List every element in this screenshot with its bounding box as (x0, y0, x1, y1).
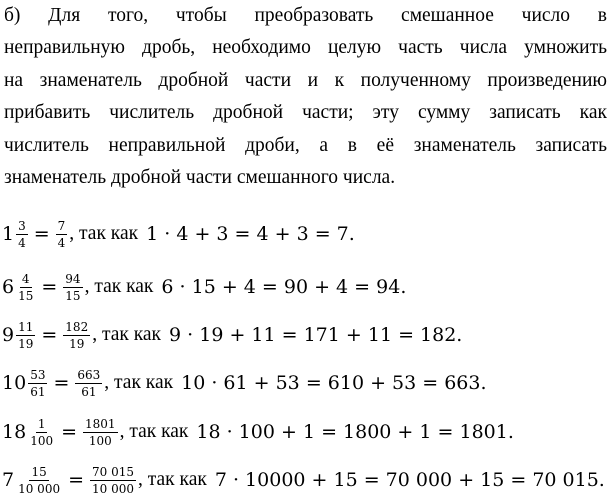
denominator: 100 (88, 433, 112, 448)
example-equation (2, 212, 355, 256)
calculation: 9 · 19 + 11 = 171 + 11 = 182. (169, 324, 463, 346)
numerator: 53 (30, 367, 46, 382)
paragraph-line: неправильную дробь, необходимо целую часть числа умножить (4, 37, 607, 59)
example-equation (2, 265, 406, 309)
improper-fraction (56, 219, 68, 250)
numerator: 15 (31, 464, 47, 479)
mixed-fraction (28, 368, 47, 399)
example-equation (2, 410, 514, 454)
denominator: 100 (30, 433, 54, 448)
numerator: 11 (18, 319, 34, 334)
numerator: 7 (57, 218, 66, 233)
connector-text: , так как (119, 421, 189, 442)
numerator: 3 (18, 218, 26, 233)
connector-text: , так как (138, 469, 207, 490)
connector-text: , так как (92, 324, 162, 345)
equals-sign: = (33, 223, 50, 245)
calculation: 7 · 10000 + 15 = 70 000 + 15 = 70 015. (214, 469, 605, 491)
equals-sign: = (41, 276, 58, 298)
calculation: 1 · 4 + 3 = 4 + 3 = 7. (146, 223, 355, 245)
mixed-fraction (16, 465, 62, 496)
denominator: 61 (81, 384, 97, 399)
calculation: 18 · 100 + 1 = 1800 + 1 = 1801. (196, 421, 514, 443)
mixed-fraction (16, 219, 28, 250)
whole-part: 7 (2, 469, 15, 491)
numerator: 1801 (85, 416, 116, 431)
whole-part: 18 (2, 421, 27, 443)
numerator: 182 (65, 319, 89, 334)
numerator: 1 (37, 416, 46, 431)
numerator: 70 015 (92, 464, 135, 479)
whole-part: 10 (2, 372, 27, 394)
denominator: 61 (30, 384, 46, 399)
equals-sign: = (53, 372, 70, 394)
whole-part: 1 (2, 223, 15, 245)
denominator: 19 (69, 336, 85, 351)
example-equation (2, 458, 605, 502)
paragraph-line: знаменатель дробной части смешанного числа. (4, 166, 396, 188)
mixed-fraction (28, 417, 55, 448)
paragraph-line: прибавить числитель дробной части; эту сумму записать как (4, 102, 607, 124)
denominator: 15 (18, 288, 34, 303)
numerator: 663 (77, 367, 101, 382)
example-equation (2, 313, 462, 357)
denominator: 10 000 (18, 481, 61, 496)
improper-fraction (75, 368, 102, 399)
denominator: 4 (18, 235, 26, 250)
calculation: 6 · 15 + 4 = 90 + 4 = 94. (161, 276, 407, 298)
improper-fraction (63, 272, 82, 303)
connector-text: , так как (84, 276, 154, 297)
mixed-fraction (16, 320, 35, 351)
whole-part: 6 (2, 276, 15, 298)
calculation: 10 · 61 + 53 = 610 + 53 = 663. (181, 372, 487, 394)
equals-sign: = (61, 421, 78, 443)
equals-sign: = (41, 324, 58, 346)
denominator: 19 (18, 336, 34, 351)
paragraph-line: числитель неправильной дроби, а в её знаменатель записать (4, 134, 607, 156)
connector-text: , так как (69, 223, 139, 244)
paragraph-line: б) Для того, чтобы преобразовать смешанное число в (4, 5, 607, 26)
numerator: 94 (65, 271, 81, 286)
mixed-fraction (16, 272, 35, 303)
explanation-paragraph (4, 0, 607, 194)
denominator: 15 (65, 288, 81, 303)
numerator: 4 (21, 271, 30, 286)
connector-text: , так как (104, 372, 174, 393)
denominator: 4 (57, 235, 66, 250)
whole-part: 9 (2, 324, 15, 346)
denominator: 10 000 (92, 481, 135, 496)
example-equation (2, 361, 487, 405)
improper-fraction (83, 417, 118, 448)
paragraph-line: на знаменатель дробной части и к полученному произведению (4, 69, 607, 91)
improper-fraction (63, 320, 90, 351)
equals-sign: = (68, 469, 85, 491)
improper-fraction (90, 465, 136, 496)
